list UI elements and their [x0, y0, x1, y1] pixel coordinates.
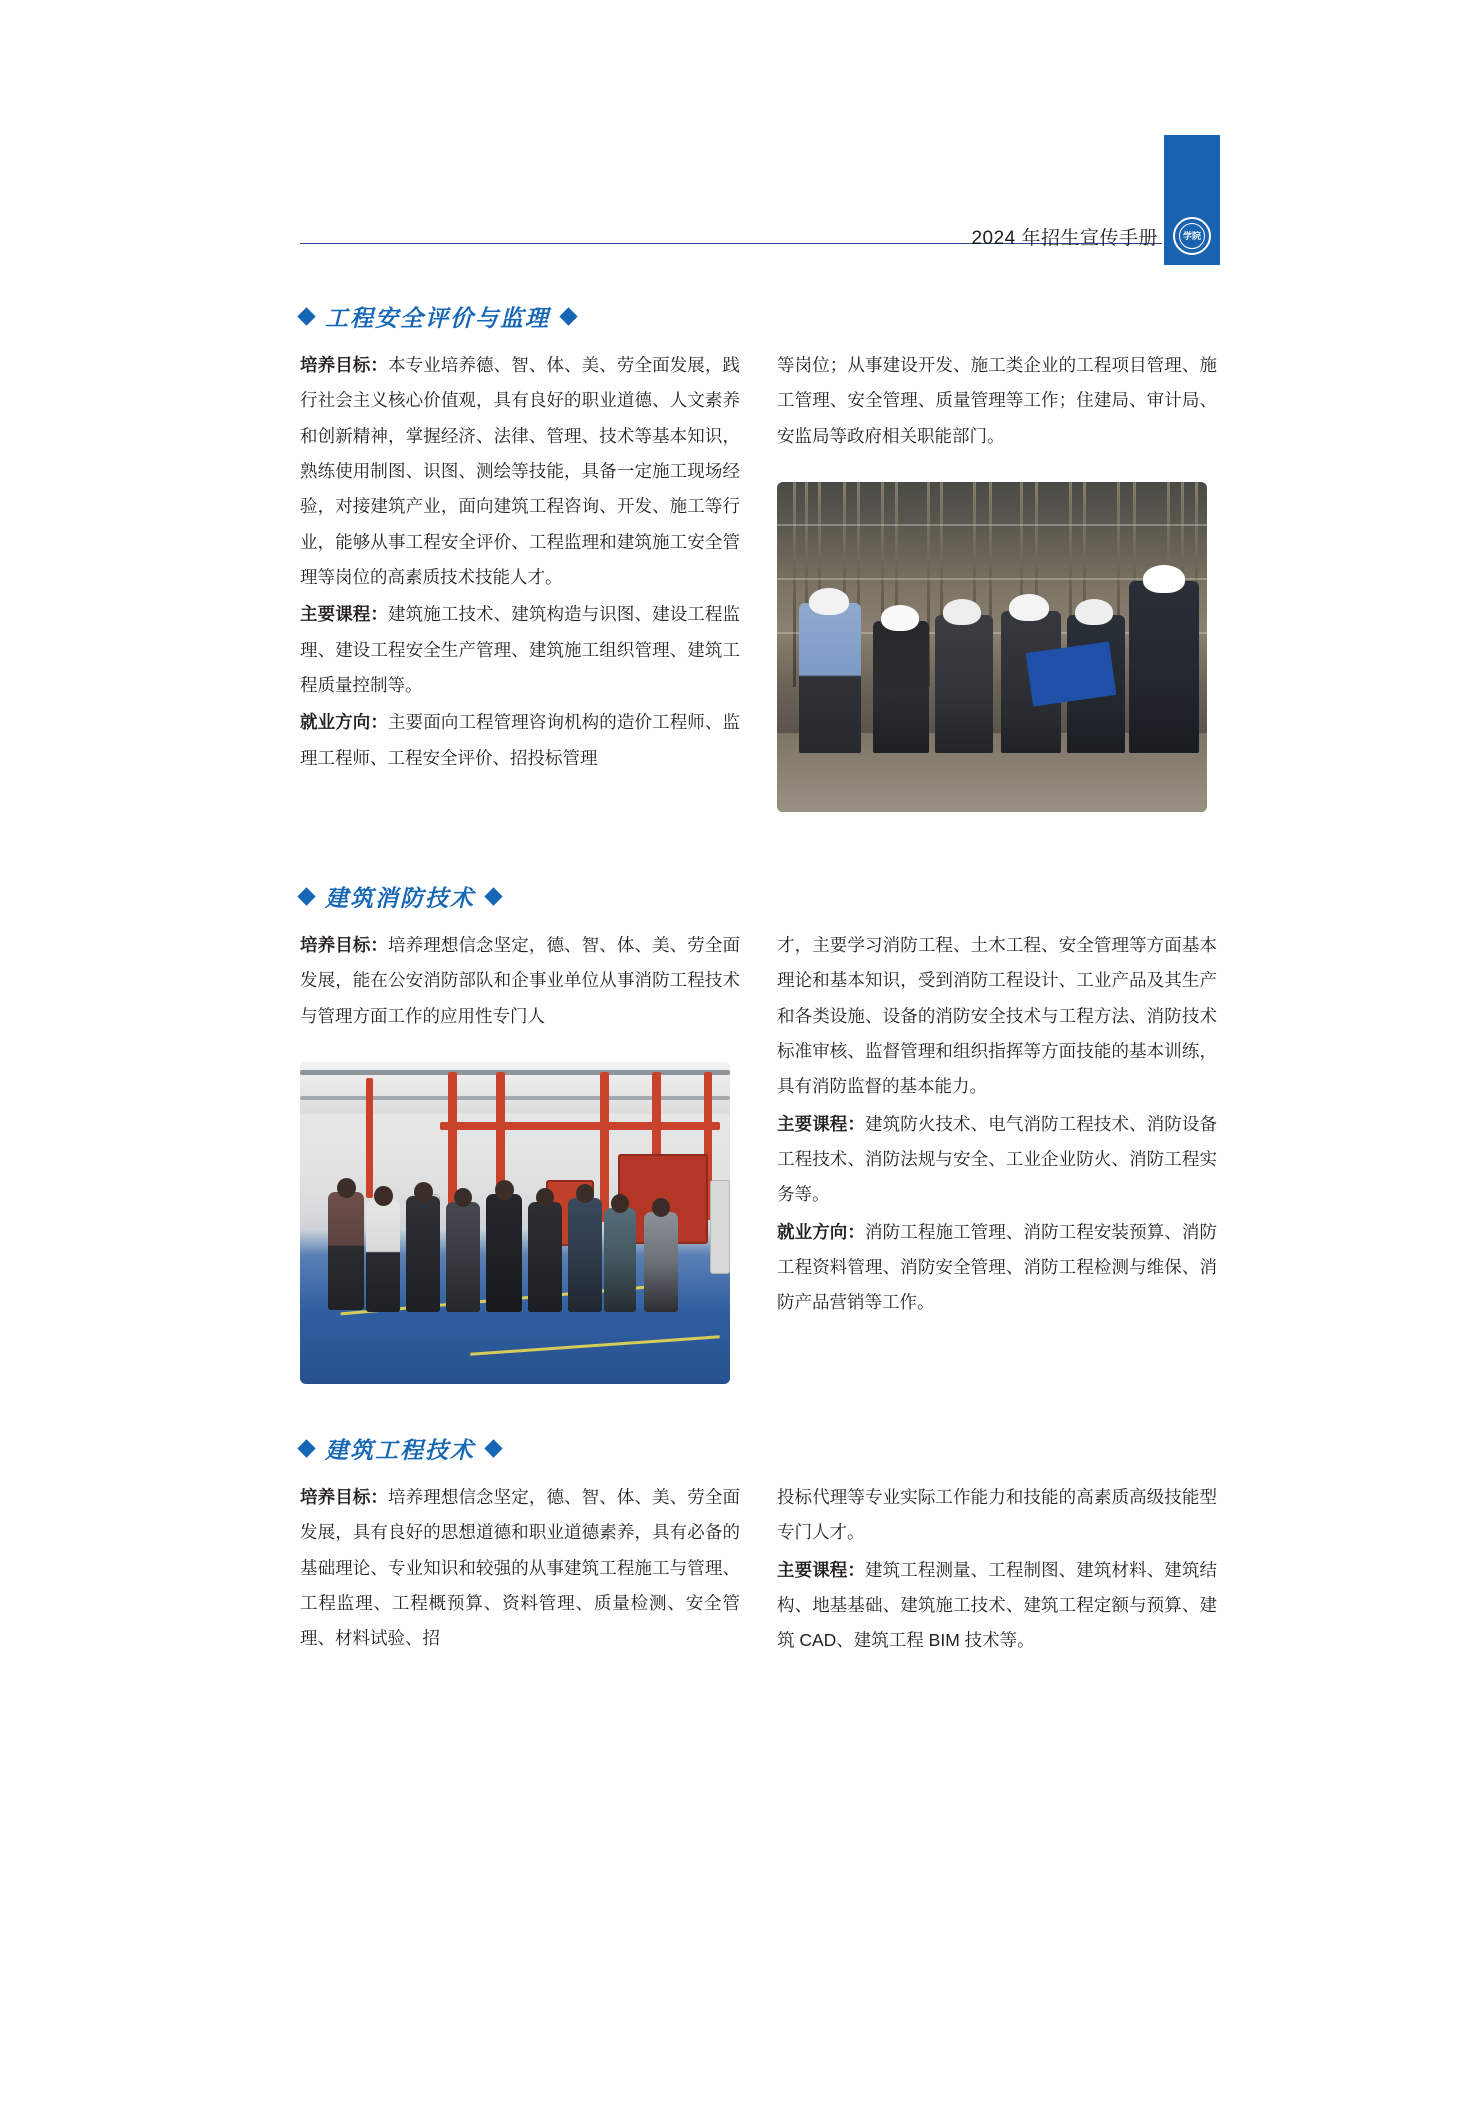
- diamond-icon: [559, 307, 577, 325]
- section-1-left-column: [300, 348, 740, 778]
- field-label: 就业方向：: [300, 712, 389, 733]
- section-2-left-column: [300, 928, 740, 1036]
- section-title-1: 工程安全评价与监理: [325, 305, 550, 331]
- school-logo: [1164, 135, 1220, 265]
- field-label: 主要课程：: [777, 1559, 866, 1580]
- page-header: [300, 215, 1220, 275]
- paragraph: [777, 1480, 1217, 1551]
- field-text: 培养理想信念坚定，德、智、体、美、劳全面发展，能在公安消防部队和企事业单位从事消防工程技术与管理方面工作的应用性专门人: [300, 935, 741, 1026]
- field-text: 才，主要学习消防工程、土木工程、安全管理等方面基本理论和基本知识，受到消防工程设计、工业产品及其生产和各类设施、设备的消防安全技术与工程方法、消防技术标准审核、监督管理和组织指挥等方面技能的基本训练，具有消防监督的基本能力。: [777, 935, 1217, 1097]
- section-3-right-column: [777, 1480, 1217, 1661]
- paragraph: [300, 348, 740, 595]
- field-text: 本专业培养德、智、体、美、劳全面发展，践行社会主义核心价值观，具有良好的职业道德、人文素养和创新精神，掌握经济、法律、管理、技术等基本知识，熟练使用制图、识图、测绘等技能，具备一定施工现场经验，对接建筑产业，面向建筑工程咨询、开发、施工等行业，能够从事工程安全评价、工程监理和建筑施工安全管理等岗位的高素质技术技能人才。: [300, 355, 741, 588]
- field-label: 就业方向：: [777, 1221, 866, 1242]
- diamond-icon: [297, 1439, 315, 1457]
- paragraph: [777, 1553, 1217, 1659]
- section-heading-3: [300, 1432, 500, 1465]
- diamond-icon: [297, 307, 315, 325]
- paragraph: [300, 928, 740, 1034]
- paragraph: [777, 348, 1217, 454]
- field-text: 等岗位；从事建设开发、施工类企业的工程项目管理、施工管理、安全管理、质量管理等工作；住建局、审计局、安监局等政府相关职能部门。: [777, 355, 1217, 446]
- field-label: 主要课程：: [300, 604, 389, 625]
- photo-fire-equipment-lab: [300, 1062, 730, 1384]
- field-text: 投标代理等专业实际工作能力和技能的高素质高级技能型专门人才。: [777, 1487, 1217, 1543]
- field-text: 建筑防火技术、电气消防工程技术、消防设备工程技术、消防法规与安全、工业企业防火、消防工程实务等。: [777, 1113, 1218, 1205]
- seal-icon: [1173, 217, 1211, 255]
- section-1-right-column: [777, 348, 1217, 456]
- header-title: 2024 年招生宣传手册: [971, 228, 1158, 249]
- field-text: 建筑施工技术、建筑构造与识图、建设工程监理、建设工程安全生产管理、建筑施工组织管理、建筑工程质量控制等。: [300, 604, 741, 696]
- paragraph: [777, 1107, 1217, 1213]
- section-title-3: 建筑工程技术: [325, 1437, 475, 1463]
- field-label: 主要课程：: [777, 1113, 866, 1134]
- field-text: 建筑工程测量、工程制图、建筑材料、建筑结构、地基基础、建筑施工技术、建筑工程定额与预算、建筑 CAD、建筑工程 BIM 技术等。: [777, 1559, 1218, 1651]
- field-text: 消防工程施工管理、消防工程安装预算、消防工程资料管理、消防安全管理、消防工程检测与维保、消防产品营销等工作。: [777, 1221, 1218, 1313]
- section-title-2: 建筑消防技术: [325, 885, 475, 911]
- field-text: 培养理想信念坚定，德、智、体、美、劳全面发展，具有良好的思想道德和职业道德素养，具有必备的基础理论、专业知识和较强的从事建筑工程施工与管理、工程监理、工程概预算、资料管理、质量检测、安全管理、材料试验、招: [300, 1487, 741, 1649]
- paragraph: [300, 1480, 740, 1657]
- section-3-left-column: [300, 1480, 740, 1659]
- section-heading-2: [300, 880, 500, 913]
- diamond-icon: [297, 887, 315, 905]
- photo-construction-site: [777, 482, 1207, 812]
- paragraph: [777, 1215, 1217, 1321]
- field-label: 培养目标：: [300, 355, 389, 375]
- section-heading-1: [300, 300, 575, 333]
- paragraph: [300, 597, 740, 703]
- seal-label: 学院: [1182, 230, 1201, 241]
- paragraph: [777, 928, 1217, 1105]
- diamond-icon: [484, 887, 502, 905]
- field-label: 培养目标：: [300, 1487, 389, 1507]
- diamond-icon: [484, 1439, 502, 1457]
- field-text: 主要面向工程管理咨询机构的造价工程师、监理工程师、工程安全评价、招投标管理: [300, 712, 741, 768]
- section-2-right-column: [777, 928, 1217, 1323]
- paragraph: [300, 705, 740, 776]
- field-label: 培养目标：: [300, 935, 389, 955]
